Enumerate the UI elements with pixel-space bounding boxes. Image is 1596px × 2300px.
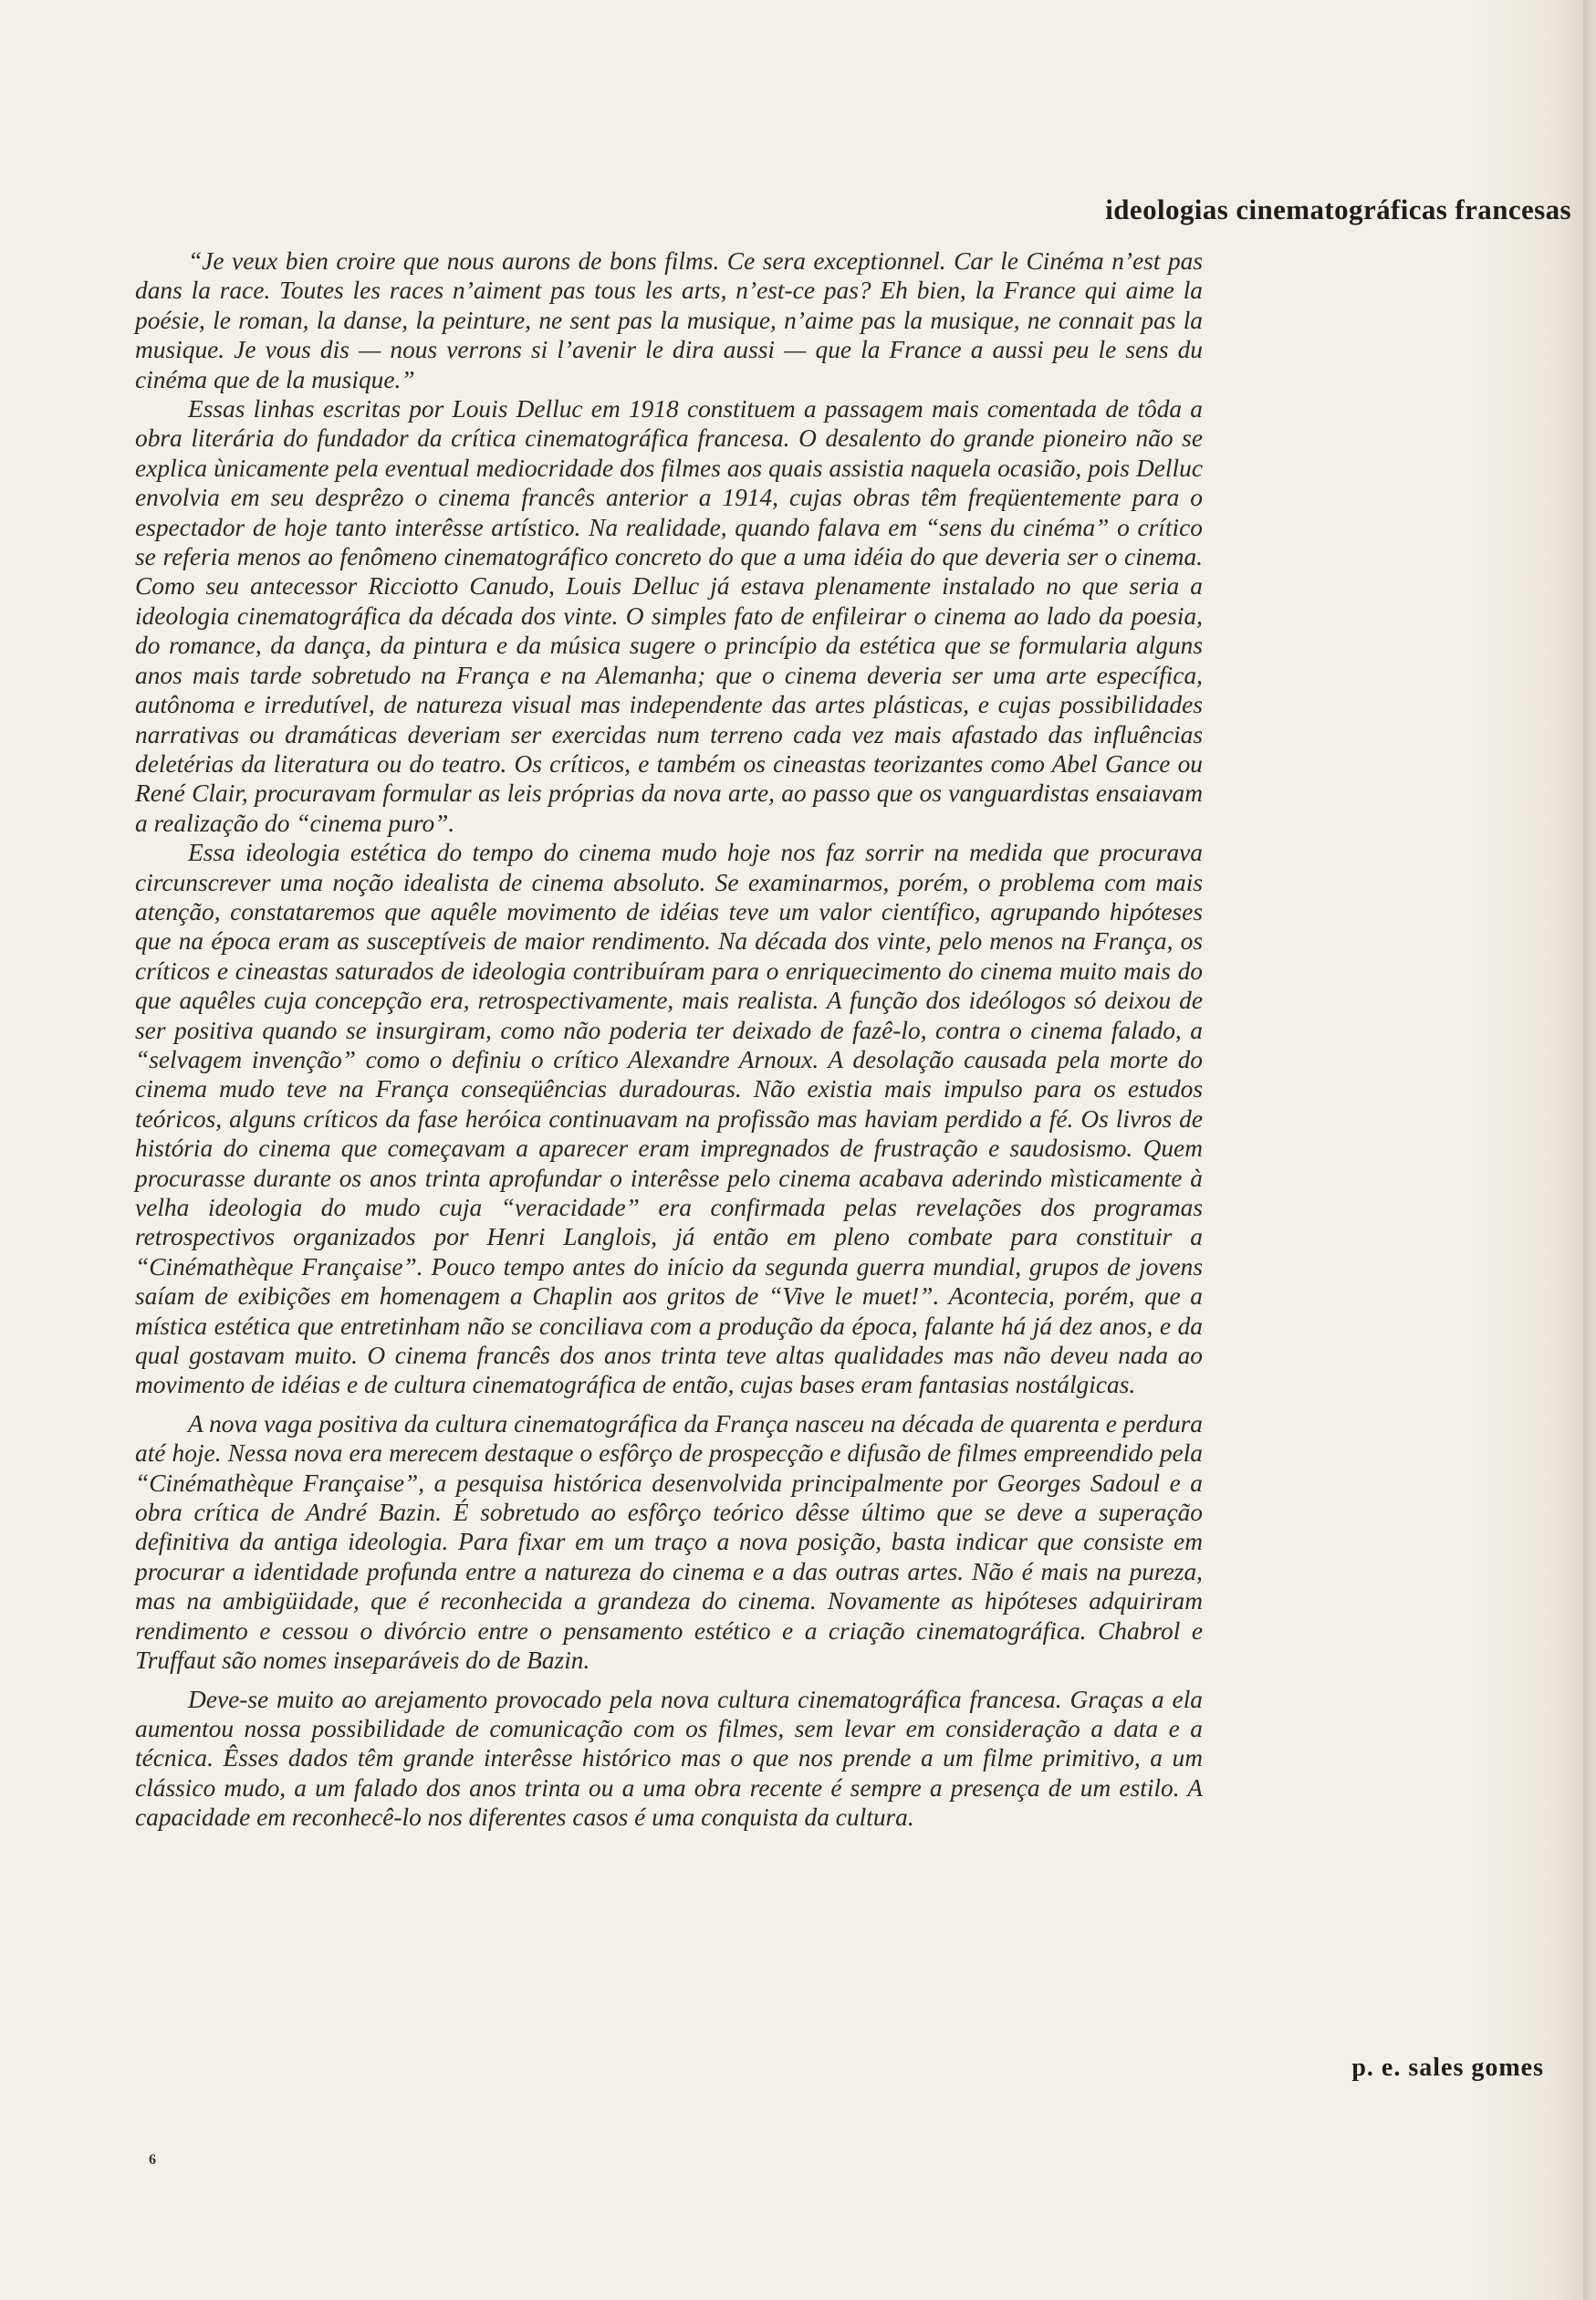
author-signature: p. e. sales gomes xyxy=(1351,2054,1544,2082)
section-heading: ideologias cinematográficas francesas xyxy=(1105,193,1571,225)
page-number: 6 xyxy=(149,2152,156,2168)
body-paragraph: Deve-se muito ao arejamento provocado pela nova cultura cinematográfica francesa. Graças a ela aumentou nossa possibilidade de comunicação com os filmes, sem levar em consideração a data e a técnica. Êsses dados têm grande interêsse histórico mas o que nos prende a um filme primitivo, a um clássico mudo, a um falado dos anos trinta ou a uma obra recente é sempre a presença de um estilo. A capacidade em reconhecê-lo nos diferentes casos é uma conquista da cultura. xyxy=(135,1685,1203,1832)
page-edge xyxy=(1583,0,1596,2300)
body-paragraph: A nova vaga positiva da cultura cinematográfica da França nasceu na década de quarenta e perdura até hoje. Nessa nova era merecem destaque o esfôrço de prospecção e difusão de filmes empreendido pela “Cinémathèque Française”, a pesquisa histórica desenvolvida principalmente por Georges Sadoul e a obra crítica de André Bazin. É sobretudo ao esfôrço teórico dêsse último que se deve a superação definitiva da antiga ideologia. Para fixar em um traço a nova posição, basta indicar que consiste em procurar a identidade profunda entre a natureza do cinema e a das outras artes. Não é mais na pureza, mas na ambigüidade, que é reconhecida a grandeza do cinema. Novamente as hipóteses adquiriram rendimento e cessou o divórcio entre o pensamento estético e a criação cinematográfica. Chabrol e Truffaut são nomes inseparáveis do de Bazin. xyxy=(135,1409,1203,1675)
body-paragraph: Essa ideologia estética do tempo do cinema mudo hoje nos faz sorrir na medida que procurava circunscrever uma noção idealista de cinema absoluto. Se examinarmos, porém, o problema com mais atenção, constataremos que aquêle movimento de idéias teve um valor científico, agrupando hipóteses que na época eram as susceptíveis de maior rendimento. Na década dos vinte, pelo menos na França, os críticos e cineastas saturados de ideologia contribuíram para o enriquecimento do cinema muito mais do que aquêles cuja concepção era, retrospectivamente, mais realista. A função dos ideólogos só deixou de ser positiva quando se insurgiram, como não poderia ter deixado de fazê-lo, contra o cinema falado, a “selvagem invenção” como o definiu o crítico Alexandre Arnoux. A desolação causada pela morte do cinema mudo teve na França conseqüências duradouras. Não existia mais impulso para os estudos teóricos, alguns críticos da fase heróica continuavam na profissão mas haviam perdido a fé. Os livros de história do cinema que começavam a aparecer eram impregnados de frustração e saudosismo. Quem procurasse durante os anos trinta aprofundar o interêsse pelo cinema acabava aderindo mìsticamente à velha ideologia do mudo cuja “veracidade” era confirmada pelas revelações dos programas retrospectivos organizados por Henri Langlois, já então em pleno combate para constituir a “Cinémathèque Française”. Pouco tempo antes do início da segunda guerra mundial, grupos de jovens saíam de exibições em homenagem a Chaplin aos gritos de “Vive le muet!”. Acontecia, porém, que a mística estética que entretinham não se conciliava com a produção da época, falante há já dez anos, e da qual gostavam muito. O cinema francês dos anos trinta teve altas qualidades mas não deveu nada ao movimento de idéias e de cultura cinematográfica de então, cujas bases eram fantasias nostálgicas. xyxy=(135,839,1203,1399)
body-paragraph: Essas linhas escritas por Louis Delluc em 1918 constituem a passagem mais comentada de tôda a obra literária do fundador da crítica cinematográfica francesa. O desalento do grande pioneiro não se explica ùnicamente pela eventual mediocridade dos filmes aos quais assistia naquela ocasião, pois Delluc envolvia em seu desprêzo o cinema francês anterior a 1914, cujas obras têm freqüentemente para o espectador de hoje tanto interêsse artístico. Na realidade, quando falava em “sens du cinéma” o crítico se referia menos ao fenômeno cinematográfico concreto do que a uma idéia do que deveria ser o cinema. Como seu antecessor Ricciotto Canudo, Louis Delluc já estava plenamente instalado no que seria a ideologia cinematográfica da década dos vinte. O simples fato de enfileirar o cinema ao lado da poesia, do romance, da dança, da pintura e da música sugere o princípio da estética que se formularia alguns anos mais tarde sobretudo na França e na Alemanha; que o cinema deveria ser uma arte específica, autônoma e irredutível, de natureza visual mas independente das artes plásticas, e cujas possibilidades narrativas ou dramáticas deveriam ser exercidas num terreno cada vez mais afastado das influências deletérias da literatura ou do teatro. Os críticos, e também os cineastas teorizantes como Abel Gance ou René Clair, procuravam formular as leis próprias da nova arte, ao passo que os vanguardistas ensaiavam a realização do “cinema puro”. xyxy=(135,395,1203,837)
opening-quote-paragraph: “Je veux bien croire que nous aurons de bons films. Ce sera exceptionnel. Car le Cinéma n’est pas dans la race. Toutes les races n’aiment pas tous les arts, n’est-ce pas? Eh bien, la France qui aime la poésie, le roman, la danse, la peinture, ne sent pas la musique, n’aime pas la musique, ne connait pas la musique. Je vous dis — nous verrons si l’avenir le dira aussi — que la France a aussi peu le sens du cinéma que de la musique.” xyxy=(135,247,1203,393)
article-body xyxy=(135,246,1203,1833)
